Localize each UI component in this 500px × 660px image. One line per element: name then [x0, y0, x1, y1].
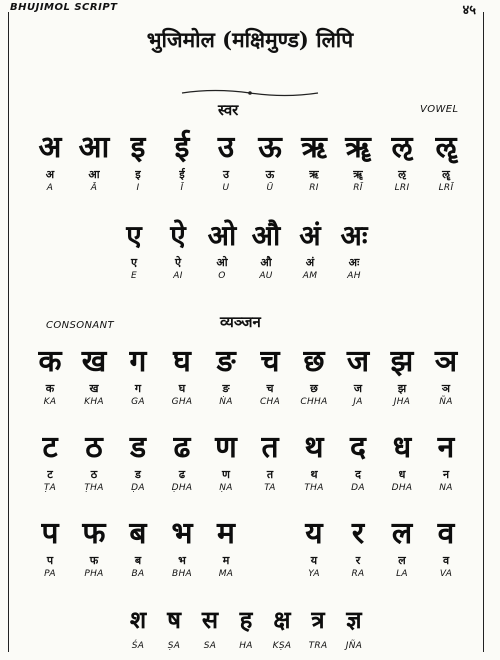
devanagari-letter: व	[442, 554, 450, 567]
letter-cell	[156, 216, 200, 282]
letter-cell	[228, 600, 264, 652]
latin-transliteration: Ā	[90, 183, 98, 193]
script-glyph: छ	[303, 344, 325, 379]
devanagari-letter: झ	[397, 382, 407, 395]
script-glyph: ग	[129, 344, 147, 379]
latin-transliteration: GA	[131, 397, 145, 407]
devanagari-letter: ध	[398, 468, 406, 481]
consonant-heading: व्यञ्जन	[220, 313, 261, 331]
latin-transliteration: ṆA	[219, 483, 233, 493]
letter-cell	[292, 514, 336, 580]
latin-transliteration: AM	[302, 271, 318, 281]
letter-cell	[72, 342, 116, 408]
latin-transliteration: LA	[396, 569, 408, 579]
letter-cell	[380, 128, 424, 194]
letter-cell	[248, 342, 292, 408]
latin-transliteration: THA	[304, 483, 324, 493]
latin-transliteration: ṬA	[43, 483, 57, 493]
script-glyph: थ	[304, 430, 324, 465]
latin-transliteration: ṬHA	[84, 483, 104, 493]
latin-transliteration: ḌHA	[171, 483, 193, 493]
devanagari-letter: द	[355, 468, 361, 481]
letter-cell	[192, 600, 228, 652]
script-glyph: य	[305, 516, 323, 551]
script-glyph: क्ष	[273, 606, 291, 634]
script-glyph: त्र	[311, 606, 325, 634]
latin-transliteration: E	[131, 271, 137, 281]
script-glyph: ऊ	[258, 130, 282, 165]
letter-cell	[72, 514, 116, 580]
letter-cell	[204, 514, 248, 580]
latin-transliteration: PA	[44, 569, 56, 579]
devanagari-letter: ट	[47, 468, 53, 481]
latin-transliteration: GHA	[171, 397, 193, 407]
devanagari-letter: र	[355, 554, 361, 567]
script-glyph: श	[129, 606, 147, 634]
script-glyph: अं	[299, 219, 321, 252]
script-glyph: अः	[340, 219, 368, 252]
latin-transliteration: AI	[173, 271, 183, 281]
vowel-label: VOWEL	[420, 104, 459, 115]
letter-cell	[248, 428, 292, 494]
consonant-row-1	[28, 342, 468, 408]
devanagari-letter: ञ	[441, 382, 451, 395]
script-glyph: ॡ	[435, 130, 457, 165]
script-glyph: ज	[346, 344, 370, 379]
script-glyph: ड	[129, 430, 147, 465]
devanagari-letter: ऌ	[398, 168, 406, 181]
devanagari-letter: औ	[260, 256, 272, 269]
script-glyph: ठ	[85, 430, 103, 465]
letter-cell	[424, 428, 468, 494]
script-glyph: उ	[217, 130, 235, 165]
latin-transliteration: SA	[203, 641, 217, 651]
letter-cell	[248, 128, 292, 194]
devanagari-letter: ए	[130, 256, 138, 269]
script-glyph: ऐ	[170, 219, 186, 252]
devanagari-letter: थ	[310, 468, 318, 481]
script-glyph: ल	[391, 516, 413, 551]
letter-cell	[336, 128, 380, 194]
script-glyph: घ	[173, 344, 191, 379]
latin-transliteration: PHA	[84, 569, 104, 579]
latin-transliteration: HA	[239, 641, 253, 651]
script-glyph: म	[217, 516, 235, 551]
devanagari-letter: ज	[353, 382, 363, 395]
script-glyph: ॠ	[345, 130, 371, 165]
devanagari-letter: उ	[222, 168, 230, 181]
letter-cell	[336, 600, 372, 652]
script-glyph: ब	[129, 516, 147, 551]
devanagari-letter: ठ	[90, 468, 98, 481]
letter-cell	[120, 600, 156, 652]
devanagari-letter: अः	[348, 256, 360, 269]
devanagari-letter: ढ	[178, 468, 186, 481]
devanagari-letter: ऐ	[174, 256, 182, 269]
latin-transliteration: DA	[351, 483, 365, 493]
devanagari-letter: ल	[398, 554, 406, 567]
devanagari-letter: ॠ	[353, 168, 363, 181]
script-glyph: औ	[251, 219, 281, 252]
letter-cell	[116, 428, 160, 494]
consonant-label: CONSONANT	[46, 320, 115, 331]
latin-transliteration: JHA	[393, 397, 411, 407]
script-glyph: ऋ	[301, 130, 327, 165]
latin-transliteration: Ū	[266, 183, 274, 193]
letter-cell	[28, 342, 72, 408]
letter-cell	[72, 428, 116, 494]
latin-transliteration: MA	[218, 569, 234, 579]
latin-transliteration: BHA	[172, 569, 192, 579]
page-title: भुजिमोल (मक्षिमुण्ड) लिपि	[146, 27, 354, 52]
script-glyph: ढ	[173, 430, 191, 465]
script-glyph: ण	[215, 430, 237, 465]
script-glyph: ख	[81, 344, 107, 379]
letter-cell	[248, 514, 292, 580]
latin-transliteration: BA	[131, 569, 145, 579]
devanagari-letter: ब	[134, 554, 142, 567]
letter-cell	[292, 342, 336, 408]
devanagari-letter: त	[266, 468, 274, 481]
letter-cell	[156, 600, 192, 652]
devanagari-letter: प	[46, 554, 54, 567]
latin-transliteration: RA	[351, 569, 365, 579]
letter-cell	[160, 514, 204, 580]
script-glyph: च	[260, 344, 280, 379]
devanagari-letter: च	[266, 382, 274, 395]
latin-transliteration: ÑA	[439, 397, 453, 407]
vowel-row-2	[112, 216, 376, 282]
script-glyph: ओ	[207, 219, 237, 252]
devanagari-letter: ङ	[222, 382, 230, 395]
letter-cell	[244, 216, 288, 282]
script-glyph: र	[351, 516, 365, 551]
devanagari-letter: अ	[45, 168, 55, 181]
devanagari-letter: क	[45, 382, 55, 395]
latin-transliteration: KA	[43, 397, 57, 407]
script-glyph: ई	[174, 130, 190, 165]
devanagari-letter: भ	[178, 554, 186, 567]
script-glyph: भ	[171, 516, 193, 551]
script-glyph: ङ	[216, 344, 236, 379]
vowel-row-1	[28, 128, 468, 194]
consonant-row-2	[28, 428, 468, 494]
letter-cell	[200, 216, 244, 282]
script-glyph: ऌ	[391, 130, 413, 165]
latin-transliteration: ṢA	[167, 641, 181, 651]
latin-transliteration: ṄA	[219, 397, 233, 407]
letter-cell	[204, 128, 248, 194]
devanagari-letter: इ	[135, 168, 141, 181]
script-glyph: ञ	[434, 344, 458, 379]
latin-transliteration: TA	[264, 483, 276, 493]
devanagari-letter: ई	[179, 168, 185, 181]
letter-cell	[28, 128, 72, 194]
page-number: ४५	[462, 3, 476, 18]
script-glyph: ए	[126, 219, 142, 252]
letter-cell	[72, 128, 116, 194]
letter-cell	[204, 428, 248, 494]
latin-transliteration: U	[222, 183, 230, 193]
letter-cell	[116, 514, 160, 580]
letter-cell	[380, 428, 424, 494]
letter-cell	[300, 600, 336, 652]
latin-transliteration: ŚA	[131, 641, 145, 651]
devanagari-letter: अं	[305, 256, 315, 269]
latin-transliteration: O	[218, 271, 226, 281]
letter-cell	[424, 128, 468, 194]
consonant-row-3	[28, 514, 468, 580]
devanagari-letter: ख	[89, 382, 99, 395]
devanagari-letter: ओ	[216, 256, 228, 269]
latin-transliteration: AH	[347, 271, 361, 281]
letter-cell	[112, 216, 156, 282]
latin-transliteration: VA	[439, 569, 453, 579]
letter-cell	[336, 428, 380, 494]
script-glyph: ट	[42, 430, 58, 465]
letter-cell	[160, 128, 204, 194]
letter-cell	[160, 342, 204, 408]
letter-cell	[292, 428, 336, 494]
devanagari-letter: ॡ	[442, 168, 450, 181]
script-glyph: ध	[392, 430, 412, 465]
letter-cell	[424, 342, 468, 408]
devanagari-letter: म	[222, 554, 230, 567]
latin-transliteration: NA	[439, 483, 453, 493]
latin-transliteration: TRA	[308, 641, 328, 651]
devanagari-letter: फ	[89, 554, 99, 567]
latin-transliteration: ḌA	[131, 483, 145, 493]
latin-transliteration: DHA	[391, 483, 413, 493]
letter-cell	[204, 342, 248, 408]
letter-cell	[292, 128, 336, 194]
script-glyph: व	[437, 516, 455, 551]
script-glyph	[248, 514, 292, 554]
script-glyph: ष	[167, 606, 181, 634]
vowel-heading: स्वर	[218, 101, 239, 119]
devanagari-letter: न	[442, 468, 450, 481]
script-glyph: आ	[78, 130, 110, 165]
letter-cell	[336, 514, 380, 580]
script-glyph: ह	[239, 606, 253, 634]
title-flourish	[180, 88, 320, 98]
script-glyph: प	[41, 516, 59, 551]
script-glyph: न	[437, 430, 455, 465]
devanagari-letter: आ	[88, 168, 100, 181]
latin-transliteration: CHA	[259, 397, 281, 407]
latin-transliteration: LRĪ	[438, 183, 454, 193]
letter-cell	[28, 428, 72, 494]
latin-transliteration: RĪ	[353, 183, 363, 193]
letter-cell	[332, 216, 376, 282]
devanagari-letter: छ	[310, 382, 318, 395]
letter-cell	[28, 514, 72, 580]
script-glyph: स	[201, 606, 219, 634]
latin-transliteration: Ī	[180, 183, 184, 193]
latin-transliteration: YA	[308, 569, 320, 579]
devanagari-letter: ऊ	[265, 168, 275, 181]
script-glyph: द	[350, 430, 366, 465]
devanagari-letter: ण	[222, 468, 230, 481]
letter-cell	[160, 428, 204, 494]
script-name-header: BHUJIMOL SCRIPT	[10, 2, 118, 13]
letter-cell	[336, 342, 380, 408]
latin-transliteration	[248, 568, 292, 580]
letter-cell	[288, 216, 332, 282]
latin-transliteration: AU	[259, 271, 273, 281]
devanagari-letter: ग	[134, 382, 142, 395]
devanagari-letter: य	[310, 554, 318, 567]
latin-transliteration: JA	[353, 397, 363, 407]
script-glyph: त	[261, 430, 279, 465]
latin-transliteration: KṢA	[272, 641, 292, 651]
letter-cell	[424, 514, 468, 580]
devanagari-letter: घ	[178, 382, 186, 395]
devanagari-letter	[248, 554, 292, 568]
script-glyph: फ	[82, 516, 106, 551]
script-glyph: झ	[390, 344, 414, 379]
letter-cell	[380, 514, 424, 580]
latin-transliteration: JÑA	[345, 641, 363, 651]
latin-transliteration: RI	[309, 183, 319, 193]
letter-cell	[116, 342, 160, 408]
letter-cell	[116, 128, 160, 194]
script-glyph: इ	[130, 130, 146, 165]
latin-transliteration: LRI	[394, 183, 410, 193]
latin-transliteration: I	[136, 183, 140, 193]
consonant-row-4	[120, 600, 372, 652]
devanagari-letter: ड	[135, 468, 141, 481]
letter-cell	[380, 342, 424, 408]
latin-transliteration: CHHA	[300, 397, 328, 407]
script-glyph: क	[38, 344, 62, 379]
letter-cell	[264, 600, 300, 652]
script-glyph: अ	[38, 130, 62, 165]
devanagari-letter: ऋ	[309, 168, 319, 181]
latin-transliteration: KHA	[84, 397, 104, 407]
script-glyph: ज्ञ	[346, 606, 362, 634]
latin-transliteration: A	[46, 183, 54, 193]
